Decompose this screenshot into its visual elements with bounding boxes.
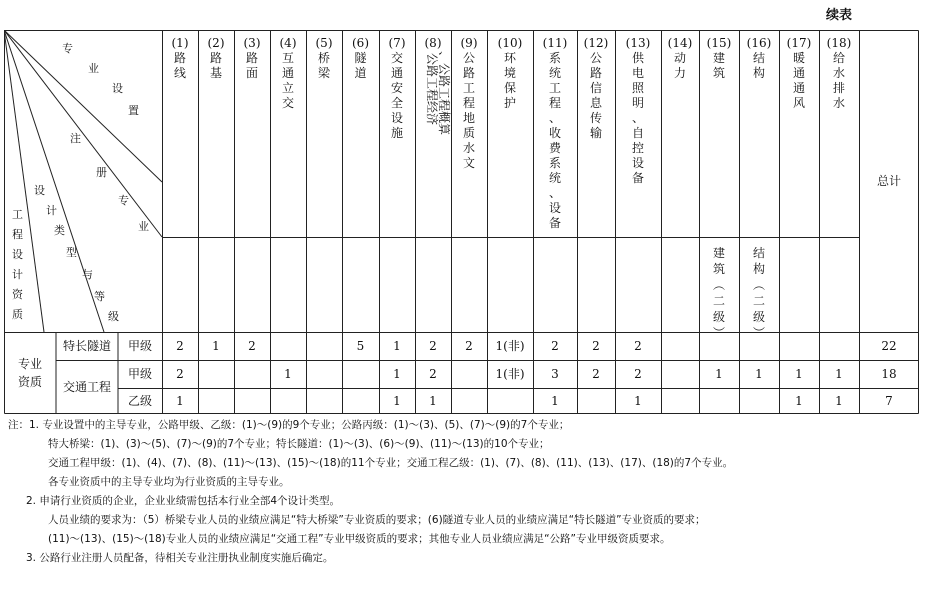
column-label-char: 立 bbox=[281, 81, 294, 95]
column-number: (7) bbox=[388, 36, 406, 50]
column-label-char: 路 bbox=[462, 66, 475, 80]
column-header bbox=[779, 36, 819, 111]
corner-label-register: 专 bbox=[118, 194, 129, 207]
table-cell: 1 bbox=[393, 394, 401, 408]
column-label-char: 线 bbox=[173, 66, 186, 80]
note-line: 特大桥梁：(1)、(3)～(5)、(7)～(9)的7个专业；特长隧道：(1)～(3)、(6)～(9)、(11)～(13)的10个专业； bbox=[48, 438, 550, 450]
table-cell bbox=[487, 388, 533, 414]
column-label-char: 、 bbox=[548, 111, 561, 125]
column-label-char: 程 bbox=[462, 96, 475, 110]
table-cell bbox=[451, 360, 487, 388]
table-cell: 1 bbox=[835, 394, 843, 408]
table-cell: 1 bbox=[393, 367, 401, 381]
column-header bbox=[699, 36, 739, 81]
corner-label-design-type: 设 bbox=[34, 184, 45, 197]
column-label-char: 力 bbox=[673, 66, 686, 80]
column-label-char: 路 bbox=[589, 66, 602, 80]
column-label-char: 桥 bbox=[317, 51, 330, 65]
corner-label-design-type: 与 bbox=[82, 268, 93, 281]
corner-label-engineering: 计 bbox=[12, 268, 23, 281]
column-label-char: 通 bbox=[281, 66, 294, 80]
column-label-rotated: 、公路工程概算 bbox=[437, 51, 451, 136]
table-cell: 2 bbox=[634, 367, 642, 381]
column-number: (12) bbox=[583, 36, 609, 50]
table-cell bbox=[234, 388, 270, 414]
column-header bbox=[819, 36, 859, 111]
column-label-char: 明 bbox=[631, 96, 644, 110]
column-label-char: 面 bbox=[245, 66, 258, 80]
note-line: 注：1. 专业设置中的主导专业，公路甲级、乙级：(1)～(9)的9个专业；公路丙级：(1)～(3)、(5)、(7)～(9)的7个专业； bbox=[8, 419, 570, 431]
table-cell bbox=[699, 388, 739, 414]
qualification-table bbox=[4, 30, 919, 414]
table-cell: 3 bbox=[551, 367, 559, 381]
table-cell: 2 bbox=[248, 339, 256, 353]
table-cell bbox=[234, 360, 270, 388]
column-label-char: 统 bbox=[548, 171, 561, 185]
column-label-char: 设 bbox=[390, 111, 403, 125]
table-cell bbox=[306, 360, 342, 388]
table-cell bbox=[342, 388, 379, 414]
column-label-char: 施 bbox=[390, 126, 403, 140]
column-label-char: 质 bbox=[462, 126, 475, 140]
column-label-char: 交 bbox=[281, 96, 294, 110]
column-label-char: 路 bbox=[173, 51, 186, 65]
total-header: 总计 bbox=[876, 174, 901, 188]
corner-label-engineering: 程 bbox=[12, 228, 23, 241]
corner-label-engineering: 资 bbox=[12, 288, 23, 301]
table-cell: 1 bbox=[284, 367, 292, 381]
column-label-char: 自 bbox=[631, 126, 644, 140]
column-header bbox=[162, 36, 198, 81]
column-header bbox=[739, 36, 779, 81]
column-label-char: 控 bbox=[631, 141, 644, 155]
note-line: 人员业绩的要求为：（5）桥梁专业人员的业绩应满足“特大桥梁”专业资质的要求；(6)隧道专业人员的业绩应满足“特长隧道”专业资质的要求； bbox=[48, 514, 706, 526]
table-cell: 2 bbox=[429, 367, 437, 381]
corner-label-major: 专 bbox=[62, 42, 73, 55]
column-header bbox=[198, 36, 234, 81]
row-grade: 甲级 bbox=[127, 339, 152, 353]
column-header bbox=[270, 36, 306, 111]
column-header bbox=[342, 36, 379, 81]
column-number: (11) bbox=[542, 36, 568, 50]
table-cell: 2 bbox=[592, 339, 600, 353]
row-total: 22 bbox=[881, 339, 897, 353]
column-label-char: 梁 bbox=[317, 66, 330, 80]
column-header bbox=[234, 36, 270, 81]
row-grade: 乙级 bbox=[127, 394, 152, 408]
column-label-char: 全 bbox=[390, 96, 403, 110]
column-number: (4) bbox=[279, 36, 297, 50]
column-label-char: 水 bbox=[832, 66, 845, 80]
column-label-char: 息 bbox=[589, 96, 602, 110]
column-label-char: 护 bbox=[503, 96, 516, 110]
note-line: 交通工程甲级：(1)、(4)、(7)、(8)、(11)～(13)、(15)～(18)的11个专业；交通工程乙级：(1)、(7)、(8)、(11)、(13)、(17)、(18)的7个专业。 bbox=[48, 457, 734, 469]
column-label-char: 给 bbox=[832, 51, 845, 65]
table-cell bbox=[342, 360, 379, 388]
table-cell bbox=[661, 388, 699, 414]
column-header bbox=[615, 36, 661, 186]
corner-label-register: 业 bbox=[138, 220, 149, 233]
table-cell bbox=[270, 388, 306, 414]
column-label-char: 地 bbox=[462, 111, 475, 125]
notes bbox=[8, 416, 928, 568]
table-cell bbox=[661, 360, 699, 388]
column-label-char: 备 bbox=[548, 216, 561, 230]
corner-label-register: 注 bbox=[70, 132, 81, 145]
column-label-char: 费 bbox=[548, 141, 561, 155]
table-cell: 1 bbox=[393, 339, 401, 353]
table-cell bbox=[451, 388, 487, 414]
column-label-char: 筑 bbox=[712, 66, 725, 80]
corner-label-design-type: 计 bbox=[46, 204, 57, 217]
corner-label-design-type: 类 bbox=[54, 224, 65, 237]
column-label-char: 输 bbox=[589, 126, 602, 140]
table-cell: 1 bbox=[755, 367, 763, 381]
note-line: 3. 公路行业注册人员配备，待相关专业注册执业制度实施后确定。 bbox=[26, 552, 334, 564]
table-cell bbox=[699, 332, 739, 360]
row-total: 18 bbox=[881, 367, 897, 381]
corner-label-design-type: 型 bbox=[66, 246, 77, 259]
column-label-char: 水 bbox=[832, 96, 845, 110]
table-cell: 1 bbox=[551, 394, 559, 408]
continued-label: 续表 bbox=[826, 8, 853, 23]
column-number: (5) bbox=[315, 36, 333, 50]
column-label-char: 通 bbox=[792, 81, 805, 95]
column-number: (1) bbox=[171, 36, 189, 50]
note-line: (11)～(13)、(15)～(18)专业人员的业绩应满足“交通工程”专业甲级资质的要求；其他专业人员业绩应满足“公路”专业甲级资质要求。 bbox=[48, 533, 671, 545]
column-label-char: 环 bbox=[503, 51, 516, 65]
table-cell: 2 bbox=[592, 367, 600, 381]
note-line: 2. 申请行业资质的企业，企业业绩需包括本行业全部4个设计类型。 bbox=[26, 495, 341, 507]
table-cell: 2 bbox=[634, 339, 642, 353]
table-cell: 1(非) bbox=[495, 339, 525, 353]
column-label-char: 构 bbox=[752, 66, 765, 80]
column-label-char: 、 bbox=[548, 186, 561, 200]
column-label-char: 设 bbox=[548, 201, 561, 215]
corner-label-major: 业 bbox=[88, 62, 99, 75]
table-cell: 1 bbox=[212, 339, 220, 353]
column-label-char: 传 bbox=[589, 111, 602, 125]
column-number: (16) bbox=[746, 36, 772, 50]
table-cell: 2 bbox=[465, 339, 473, 353]
column-label-char: 备 bbox=[631, 171, 644, 185]
subheader-structure-grade2: 结 构 ︵ 二 级 ︶ bbox=[752, 246, 765, 340]
column-label-char: 照 bbox=[631, 81, 644, 95]
column-header bbox=[577, 36, 615, 141]
column-label-char: 风 bbox=[792, 96, 805, 110]
column-label-char: 基 bbox=[209, 66, 222, 80]
table-cell: 1(非) bbox=[495, 367, 525, 381]
column-label-char: 水 bbox=[462, 141, 475, 155]
column-number: (3) bbox=[243, 36, 261, 50]
table-cell bbox=[198, 388, 234, 414]
column-label-char: 公 bbox=[462, 51, 475, 65]
column-number: (14) bbox=[667, 36, 693, 50]
corner-label-register: 册 bbox=[96, 166, 107, 179]
table-cell bbox=[739, 388, 779, 414]
row-grade: 甲级 bbox=[127, 367, 152, 381]
column-label-char: 公 bbox=[589, 51, 602, 65]
column-number: (13) bbox=[625, 36, 651, 50]
column-label-char: 设 bbox=[631, 156, 644, 170]
column-number: (9) bbox=[460, 36, 478, 50]
column-label-char: 程 bbox=[548, 96, 561, 110]
table-cell: 1 bbox=[176, 394, 184, 408]
column-number: (15) bbox=[706, 36, 732, 50]
table-cell bbox=[306, 332, 342, 360]
column-label-char: 工 bbox=[462, 81, 475, 95]
table-cell: 1 bbox=[795, 394, 803, 408]
row-name-long-tunnel: 特长隧道 bbox=[62, 339, 111, 353]
column-label-char: 通 bbox=[390, 66, 403, 80]
column-label-char: 供 bbox=[631, 51, 644, 65]
table-cell bbox=[661, 332, 699, 360]
column-label-char: 路 bbox=[209, 51, 222, 65]
corner-label-design-type: 等 bbox=[94, 290, 105, 303]
column-label-char: 、 bbox=[631, 111, 644, 125]
table-cell bbox=[198, 360, 234, 388]
group-label-specialty-qualification: 专业 资质 bbox=[17, 357, 42, 389]
corner-label-engineering: 工 bbox=[12, 208, 23, 221]
table-cell bbox=[306, 388, 342, 414]
column-number: (17) bbox=[786, 36, 812, 50]
table-cell bbox=[819, 332, 859, 360]
column-header bbox=[661, 36, 699, 81]
column-label-char: 电 bbox=[631, 66, 644, 80]
corner-label-engineering: 质 bbox=[12, 308, 23, 321]
subheader-architecture-grade2: 建 筑 ︵ 二 级 ︶ bbox=[712, 246, 725, 340]
table-cell: 1 bbox=[795, 367, 803, 381]
column-label-char: 安 bbox=[390, 81, 403, 95]
note-line: 各专业资质中的主导专业均为行业资质的主导专业。 bbox=[48, 476, 290, 488]
table-cell: 1 bbox=[835, 367, 843, 381]
column-label-char: 通 bbox=[792, 66, 805, 80]
column-number: (6) bbox=[352, 36, 369, 50]
table-cell: 2 bbox=[429, 339, 437, 353]
column-label-char: 交 bbox=[390, 51, 403, 65]
column-label-char: 互 bbox=[281, 51, 294, 65]
column-number: (8) bbox=[424, 36, 442, 50]
column-label-char: 收 bbox=[548, 126, 561, 140]
table-cell: 1 bbox=[429, 394, 437, 408]
column-label-char: 动 bbox=[673, 51, 686, 65]
column-label-char: 暖 bbox=[792, 51, 805, 65]
column-header bbox=[379, 36, 415, 141]
table-cell: 2 bbox=[176, 339, 184, 353]
column-label-rotated: 公路工程经济 bbox=[425, 53, 439, 126]
column-number: (10) bbox=[497, 36, 523, 50]
column-label-char: 隧 bbox=[354, 51, 367, 65]
corner-label-major: 设 bbox=[112, 82, 123, 95]
column-header bbox=[451, 36, 487, 171]
column-number: (2) bbox=[207, 36, 225, 50]
column-label-char: 境 bbox=[503, 66, 516, 80]
column-header bbox=[415, 36, 451, 231]
table-cell: 2 bbox=[176, 367, 184, 381]
column-number: (18) bbox=[826, 36, 852, 50]
corner-label-design-type: 级 bbox=[108, 310, 119, 323]
column-label-char: 统 bbox=[548, 66, 561, 80]
column-label-char: 保 bbox=[503, 81, 516, 95]
column-label-char: 结 bbox=[752, 51, 765, 65]
column-label-char: 建 bbox=[712, 51, 725, 65]
table-cell bbox=[779, 332, 819, 360]
column-label-char: 路 bbox=[245, 51, 258, 65]
column-label-char: 系 bbox=[548, 156, 561, 170]
table-cell bbox=[270, 332, 306, 360]
column-label-char: 系 bbox=[548, 51, 561, 65]
corner-label-engineering: 设 bbox=[12, 248, 23, 261]
table-cell: 2 bbox=[551, 339, 559, 353]
table-cell: 1 bbox=[634, 394, 642, 408]
row-name-traffic-engineering: 交通工程 bbox=[62, 380, 111, 394]
column-label-char: 文 bbox=[462, 156, 475, 170]
column-label-char: 工 bbox=[548, 81, 561, 95]
table-cell bbox=[739, 332, 779, 360]
column-header bbox=[487, 36, 533, 111]
row-total: 7 bbox=[885, 394, 893, 408]
table-cell bbox=[577, 388, 615, 414]
corner-label-major: 置 bbox=[128, 104, 139, 117]
column-label-char: 道 bbox=[354, 66, 367, 80]
table-cell: 5 bbox=[356, 339, 365, 353]
column-header bbox=[533, 36, 577, 231]
column-label-char: 信 bbox=[589, 81, 602, 95]
column-header bbox=[306, 36, 342, 81]
table-cell: 1 bbox=[715, 367, 723, 381]
column-label-char: 排 bbox=[832, 81, 845, 95]
